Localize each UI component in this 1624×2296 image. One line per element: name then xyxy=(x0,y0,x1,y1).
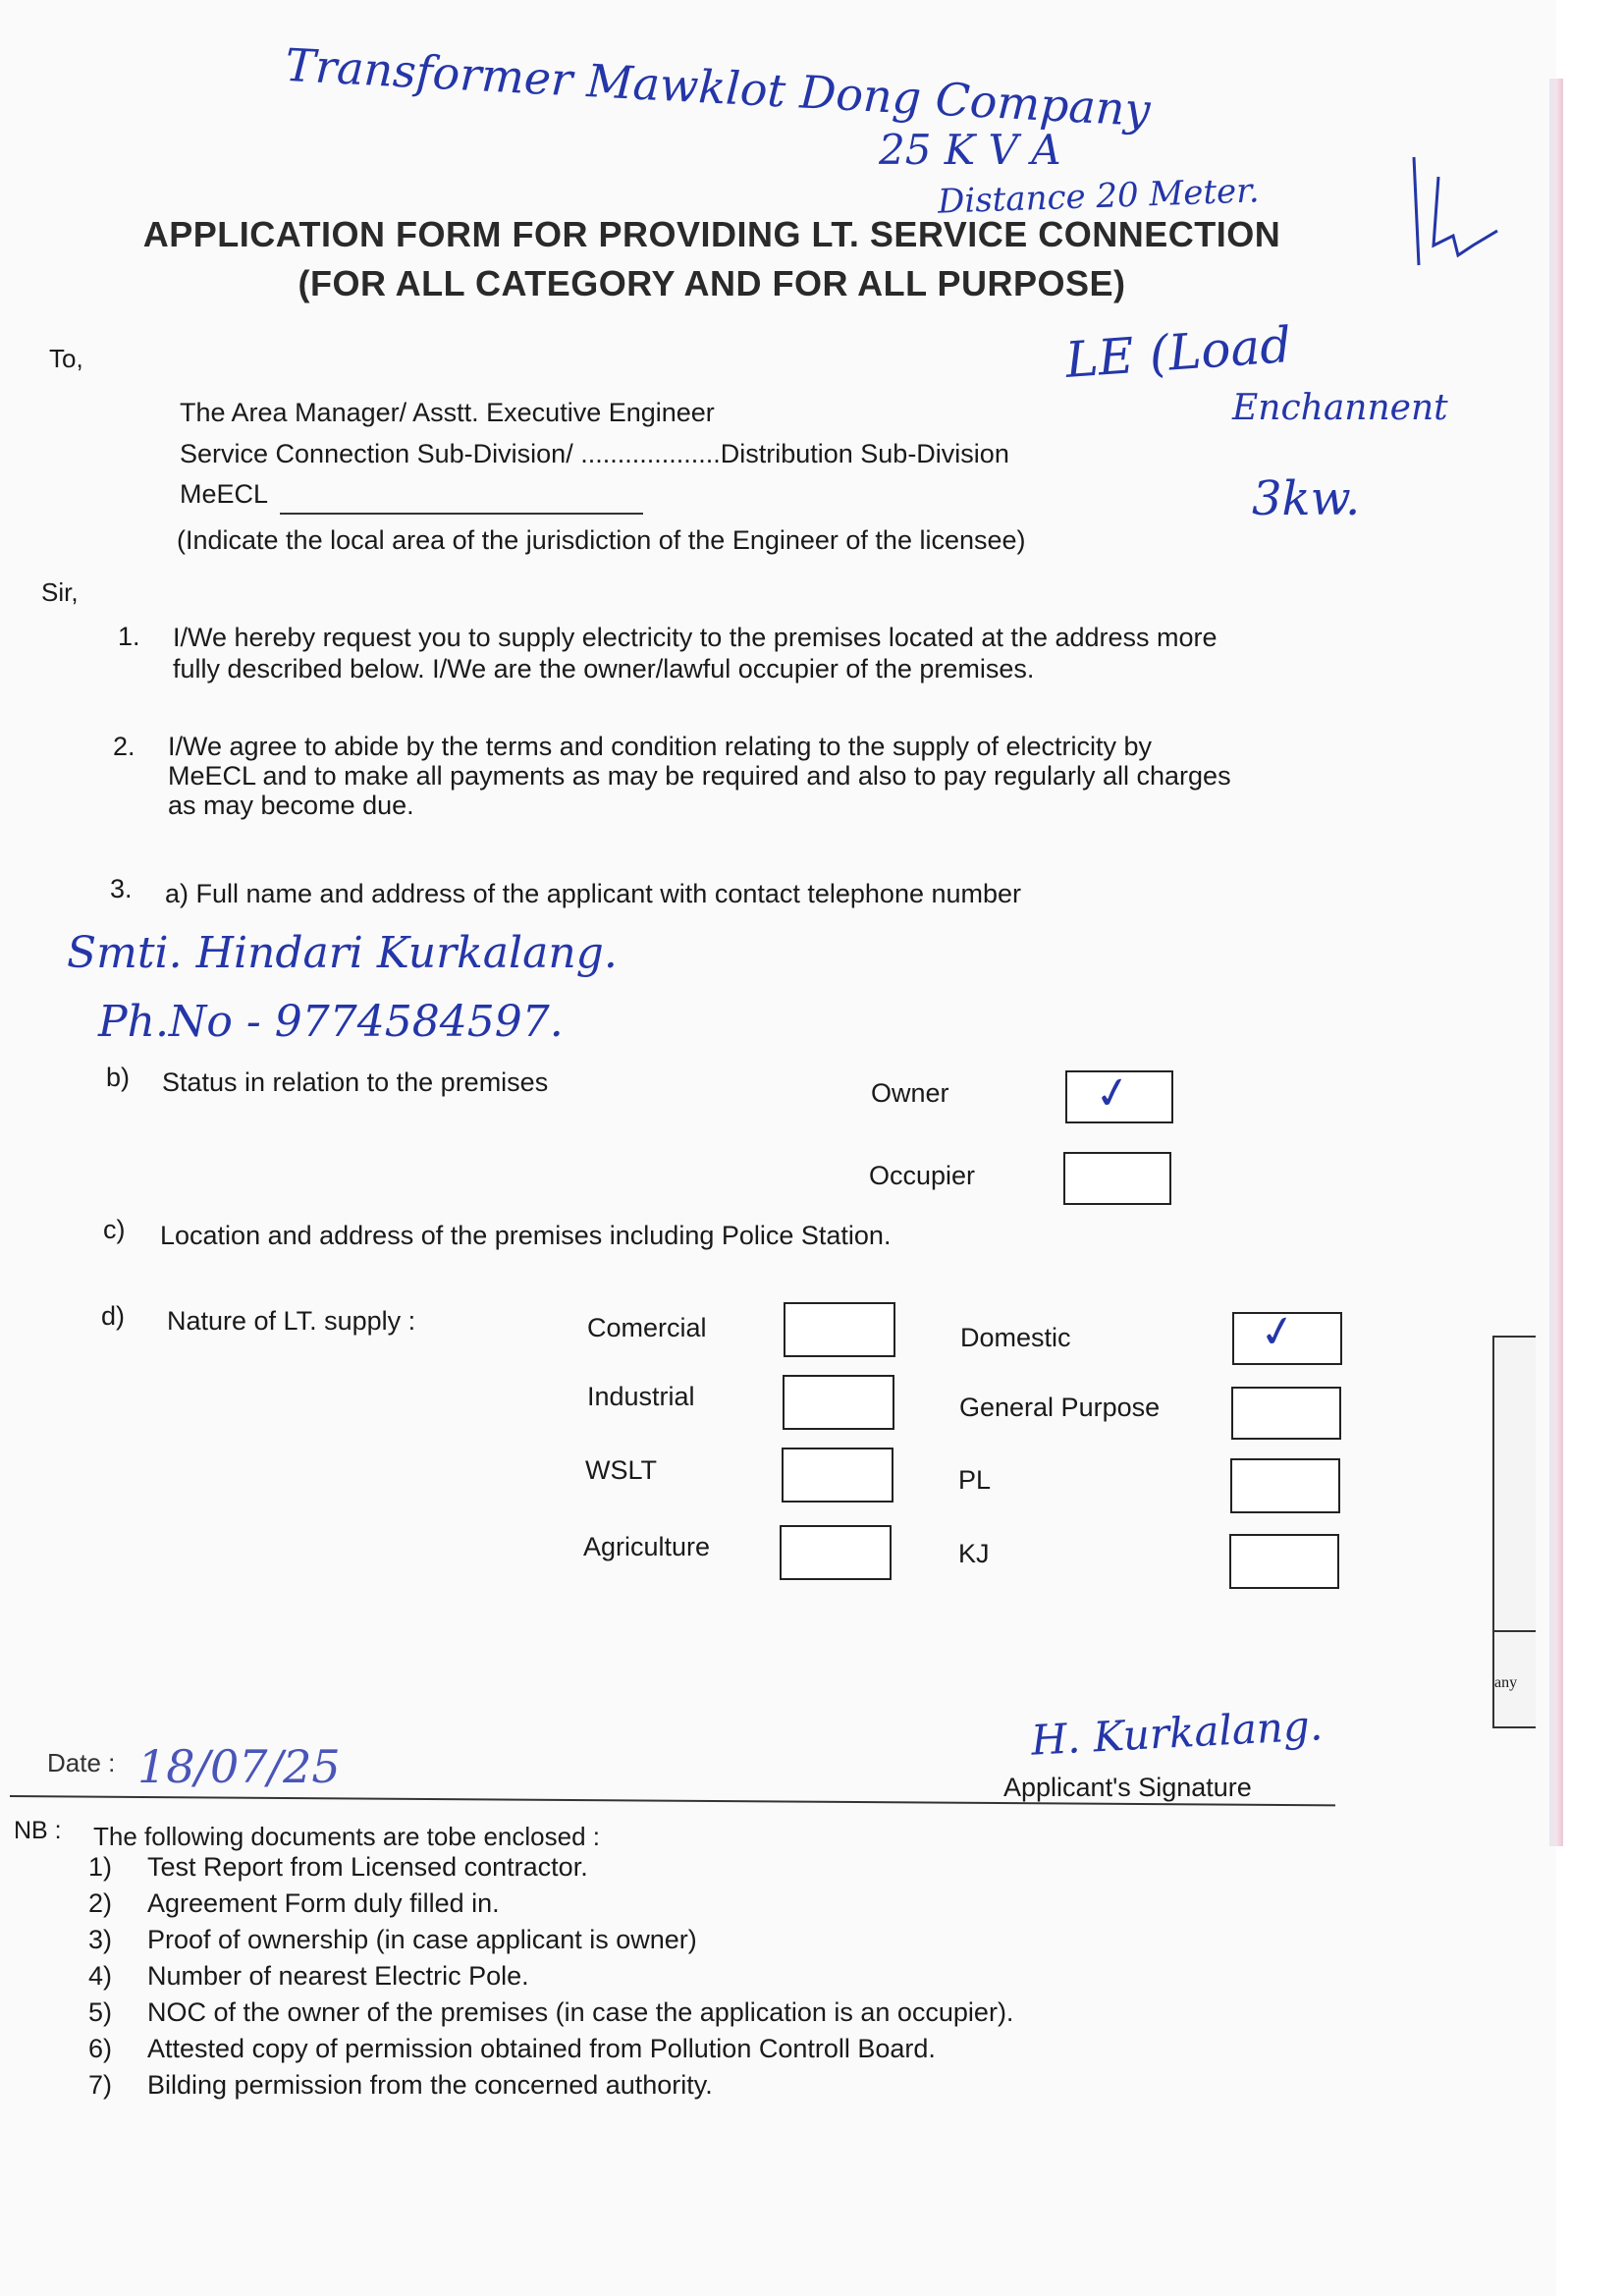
list-item: 7) Bilding permission from the concerned authority. xyxy=(88,2070,713,2100)
paper-edge xyxy=(1549,79,1563,1846)
status-owner-tick: ✓ xyxy=(1090,1066,1135,1121)
handwritten-load-note-1: LE (Load xyxy=(1063,316,1293,389)
underlying-sheet xyxy=(1492,1336,1536,1728)
list-item: 4) Number of nearest Electric Pole. xyxy=(88,1961,529,1991)
handwritten-date: 18/07/25 xyxy=(137,1740,341,1793)
supply-kj-checkbox[interactable] xyxy=(1229,1534,1339,1589)
addressee-line-2: Service Connection Sub-Division/ ...................Distribution Sub-Division xyxy=(180,439,1009,468)
supply-kj-label: KJ xyxy=(958,1539,990,1568)
supply-domestic-label: Domestic xyxy=(960,1323,1071,1352)
item-3c-label: c) xyxy=(103,1215,126,1244)
supply-industrial-label: Industrial xyxy=(587,1382,695,1411)
addressee-line-1: The Area Manager/ Asstt. Executive Engineer xyxy=(180,398,715,427)
item-number: 1. xyxy=(118,622,140,651)
supply-general-purpose-label: General Purpose xyxy=(959,1393,1161,1422)
handwritten-distance-note: Distance 20 Meter. xyxy=(937,171,1261,222)
status-occupier-label: Occupier xyxy=(869,1161,976,1190)
handwritten-load-note-3: 3kw. xyxy=(1252,471,1361,526)
list-item: 3) Proof of ownership (in case applicant is owner) xyxy=(88,1925,697,1954)
nb-document-list xyxy=(88,1849,1013,2104)
item-text: I/We hereby request you to supply electricity to the premises located at the address more xyxy=(173,623,1218,652)
handwritten-transformer-note: Transformer Mawklot Dong Company xyxy=(284,37,1152,137)
handwritten-signature: H. Kurkalang. xyxy=(1029,1701,1325,1765)
handwritten-applicant-name: Smti. Hindari Kurkalang. xyxy=(67,928,618,978)
list-item: 6) Attested copy of permission obtained from Pollution Controll Board. xyxy=(88,2034,936,2063)
supply-wslt-label: WSLT xyxy=(585,1455,657,1485)
date-label: Date : xyxy=(47,1748,116,1777)
item-text: I/We agree to abide by the terms and condition relating to the supply of electricity by xyxy=(168,732,1153,761)
status-owner-label: Owner xyxy=(871,1078,949,1108)
supply-pl-checkbox[interactable] xyxy=(1230,1458,1340,1513)
supply-agriculture-label: Agriculture xyxy=(583,1532,711,1561)
item-3b-text: Status in relation to the premises xyxy=(162,1067,549,1097)
list-item: 2) Agreement Form duly filled in. xyxy=(88,1888,500,1918)
supply-industrial-checkbox[interactable] xyxy=(783,1375,894,1430)
underlying-sheet-text: any xyxy=(1494,1674,1518,1691)
supply-domestic-tick: ✓ xyxy=(1255,1304,1300,1360)
handwritten-kva-note: 25 K V A xyxy=(879,126,1061,174)
salutation: Sir, xyxy=(41,577,79,607)
item-3a-label: a) Full name and address of the applicant with contact telephone number xyxy=(165,879,1022,908)
item-3d-text: Nature of LT. supply : xyxy=(167,1306,416,1336)
item-number: 2. xyxy=(113,732,135,761)
handwritten-phone: Ph.No - 9774584597. xyxy=(98,997,564,1047)
item-3-number: 3. xyxy=(110,874,133,903)
item-text: MeECL and to make all payments as may be required and also to pay regularly all charges xyxy=(168,761,1231,791)
supply-pl-label: PL xyxy=(958,1465,992,1495)
meecl-underline xyxy=(280,513,643,515)
form-title: APPLICATION FORM FOR PROVIDING LT. SERVICE CONNECTION xyxy=(142,214,1281,254)
handwritten-initials xyxy=(1394,137,1502,285)
handwritten-load-note-2: Enchannent xyxy=(1232,388,1448,428)
supply-wslt-checkbox[interactable] xyxy=(782,1448,893,1503)
status-occupier-checkbox[interactable] xyxy=(1063,1152,1171,1205)
nb-label: NB : xyxy=(14,1817,62,1844)
form-subtitle: (FOR ALL CATEGORY AND FOR ALL PURPOSE) xyxy=(298,263,1126,303)
jurisdiction-note: (Indicate the local area of the jurisdiction of the Engineer of the licensee) xyxy=(177,525,1026,555)
supply-comercial-checkbox[interactable] xyxy=(784,1302,895,1357)
item-text: as may become due. xyxy=(168,791,414,820)
item-3d-label: d) xyxy=(101,1301,126,1331)
applicant-signature-label: Applicant's Signature xyxy=(1003,1773,1252,1802)
nb-intro: The following documents are tobe enclosed : xyxy=(93,1822,600,1851)
list-item: 1) Test Report from Licensed contractor. xyxy=(88,1852,588,1882)
item-3b-label: b) xyxy=(106,1063,131,1092)
supply-agriculture-checkbox[interactable] xyxy=(780,1525,892,1580)
list-item: 5) NOC of the owner of the premises (in case the application is an occupier). xyxy=(88,1997,1014,2027)
supply-general-purpose-checkbox[interactable] xyxy=(1231,1387,1341,1440)
to-label: To, xyxy=(49,344,83,373)
item-3c-text: Location and address of the premises including Police Station. xyxy=(160,1221,892,1250)
item-text: fully described below. I/We are the owner/lawful occupier of the premises. xyxy=(173,654,1035,683)
supply-comercial-label: Comercial xyxy=(587,1313,707,1342)
addressee-line-3: MeECL xyxy=(180,479,269,509)
